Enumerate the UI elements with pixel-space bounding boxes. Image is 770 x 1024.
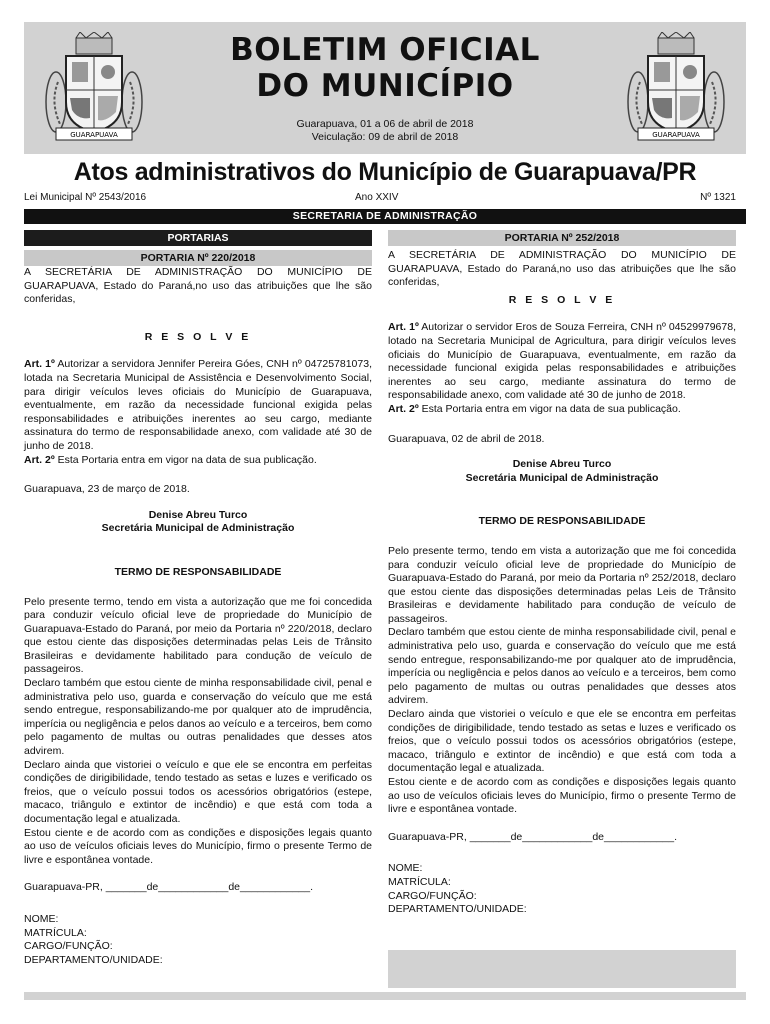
resolve-heading: R E S O L V E	[144, 330, 252, 343]
field-registration: MATRÍCULA:	[388, 875, 451, 888]
term-paragraph-3: Declaro ainda que vistoriei o veículo e que ele se encontra em perfeitas condições de dirigibilidade, tendo testado as setas e luzes e verificado os freios, que o veículo possui todos os acessórios obrigatórios (estepe, macaco, triângulo e extintor de incêndio) e que está com toda a documentação legal e atualizada.	[388, 708, 736, 775]
article-2-text: Esta Portaria entra em vigor na data de sua publicação.	[54, 453, 317, 466]
field-department: DEPARTAMENTO/UNIDADE:	[388, 903, 527, 916]
field-name: NOME:	[388, 862, 423, 875]
signer-role: Secretária Municipal de Administração	[465, 471, 659, 484]
article-2	[24, 454, 372, 468]
resolve-heading: R E S O L V E	[508, 293, 616, 306]
article-1	[388, 321, 736, 403]
signature-line: Guarapuava-PR, _______de____________de____________.	[24, 881, 314, 894]
term-paragraph-2: Declaro também que estou ciente de minha responsabilidade civil, penal e administrativa pelo uso, guarda e conservação do veículo que me está sendo entregue, responsabilizando-me por qualquer ato de imprudência, imperícia ou negligência e pelos danos ao veículo e a terceiros, bem como pelo pagamento de multas ou outras penalidades que desses atos advirem.	[388, 626, 736, 707]
law-reference: Lei Municipal Nº 2543/2016	[24, 192, 147, 203]
portaria-title: PORTARIA Nº 220/2018	[24, 250, 372, 266]
field-role: CARGO/FUNÇÃO:	[24, 940, 113, 953]
masthead-title	[174, 32, 596, 104]
masthead-title-line2: DO MUNICÍPIO	[256, 68, 514, 104]
page-title: Atos administrativos do Município de Guarapuava/PR	[73, 158, 697, 186]
field-role: CARGO/FUNÇÃO:	[388, 889, 477, 902]
right-column	[388, 230, 736, 917]
article-1-label: Art. 1º	[24, 358, 55, 371]
portaria-title: PORTARIA Nº 252/2018	[388, 230, 736, 246]
field-name: NOME:	[24, 912, 59, 925]
svg-text:GUARAPUAVA: GUARAPUAVA	[652, 131, 700, 139]
place-date: Guarapuava, 02 de abril de 2018.	[388, 432, 545, 445]
signature-line: Guarapuava-PR, _______de____________de____________.	[388, 830, 678, 843]
term-paragraph-4: Estou ciente e de acordo com as condições e disposições legais quanto ao uso de veículos oficiais leves do Município, firmo o presente Termo de livre e espontânea vontade.	[24, 826, 372, 866]
masthead-date-line: Guarapuava, 01 a 06 de abril de 2018	[296, 118, 474, 130]
article-2-text: Esta Portaria entra em vigor na data de sua publicação.	[418, 402, 681, 415]
term-title: TERMO DE RESPONSABILIDADE	[478, 515, 646, 528]
signer-role: Secretária Municipal de Administração	[101, 522, 295, 535]
term-paragraph-4: Estou ciente e de acordo com as condições e disposições legais quanto ao uso de veículos oficiais leves do Município, firmo o presente Termo de livre e espontânea vontade.	[388, 776, 736, 816]
field-registration: MATRÍCULA:	[24, 926, 87, 939]
preamble: A SECRETÁRIA DE ADMINISTRAÇÃO DO MUNICÍPIO DE GUARAPUAVA, Estado do Paraná,no uso das atribuições que lhe são conferidas,	[24, 266, 372, 306]
municipal-crest-icon	[42, 32, 146, 144]
footer-bar	[24, 992, 746, 1000]
section-title: SECRETARIA DE ADMINISTRAÇÃO	[24, 209, 746, 224]
article-2	[388, 403, 736, 417]
term-paragraph-3: Declaro ainda que vistoriei o veículo e que ele se encontra em perfeitas condições de dirigibilidade, tendo testado as setas e luzes e verificado os freios, que o veículo possui todos os acessórios obrigatórios (estepe, macaco, triângulo e extintor de incêndio) e que está com toda a documentação legal e atualizada.	[24, 758, 372, 825]
edition-number: Nº 1321	[700, 192, 736, 203]
left-column	[24, 230, 372, 967]
masthead-title-line1: BOLETIM OFICIAL	[230, 32, 540, 68]
category-heading: PORTARIAS	[24, 230, 372, 246]
field-department: DEPARTAMENTO/UNIDADE:	[24, 953, 163, 966]
blank-panel	[388, 950, 736, 988]
term-paragraph-1: Pelo presente termo, tendo em vista a autorização que me foi concedida para conduzir veículo oficial leve de propriedade do Município de Guarapuava-Estado do Paraná, por meio da Portaria nº 220/2018, declaro que estou ciente das disposições determinadas pelas Leis de Trânsito Brasileiras e devidamente habilitado para condução de veículo de passageiros.	[24, 595, 372, 676]
svg-text:GUARAPUAVA: GUARAPUAVA	[70, 131, 118, 139]
term-paragraph-1: Pelo presente termo, tendo em vista a autorização que me foi concedida para conduzir veículo oficial leve de propriedade do Município de Guarapuava-Estado do Paraná, por meio da Portaria nº 252/2018, declaro que estou ciente das disposições determinadas pelas Leis de Trânsito Brasileiras e devidamente habilitado para condução de veículo de passageiros.	[388, 544, 736, 625]
municipal-crest-icon	[624, 32, 728, 144]
article-1-text: Autorizar a servidora Jennifer Pereira Góes, CNH nº 04725781073, lotada na Secretaria Municipal de Assistência e Desenvolvimento Social, para dirigir veículos leves oficiais do Município de Guarapuava, eventualmente, em razão da necessidade funcional exigida pelas responsabilidades e atribuições inerentes ao seu cargo, mediante assinatura do termo de responsabilidade anexo, com validade até 30 de junho de 2018.	[24, 358, 372, 452]
article-1	[24, 358, 372, 453]
place-date: Guarapuava, 23 de março de 2018.	[24, 483, 190, 496]
article-1-text: Autorizar o servidor Eros de Souza Ferreira, CNH nº 04529979678, lotado na Secretaria Municipal de Agricultura, para dirigir veículos leves oficiais do Município de Guarapuava, eventualmente, em razão da necessidade funcional exigida pelas responsabilidades e atribuições inerentes ao seu cargo, mediante assinatura do termo de responsabilidade anexo, com validade até 30 de junho de 2018.	[388, 321, 736, 402]
masthead-dates	[174, 118, 596, 144]
masthead	[24, 22, 746, 154]
masthead-publication-line: Veiculação: 09 de abril de 2018	[311, 131, 459, 143]
signer-name: Denise Abreu Turco	[512, 458, 612, 471]
article-2-label: Art. 2º	[24, 453, 55, 466]
article-2-label: Art. 2º	[388, 402, 419, 415]
signer-name: Denise Abreu Turco	[148, 508, 248, 521]
edition-year: Ano XXIV	[355, 192, 399, 203]
article-1-label: Art. 1º	[388, 321, 419, 334]
term-paragraph-2: Declaro também que estou ciente de minha responsabilidade civil, penal e administrativa pelo uso, guarda e conservação do veículo que me está sendo entregue, responsabilizando-me por qualquer ato de imprudência, imperícia ou negligência e pelos danos ao veículo e a terceiros, bem como pelo pagamento de multas ou outras penalidades que desses atos advirem.	[24, 677, 372, 758]
preamble: A SECRETÁRIA DE ADMINISTRAÇÃO DO MUNICÍPIO DE GUARAPUAVA, Estado do Paraná,no uso das atribuições que lhe são conferidas,	[388, 249, 736, 289]
term-title: TERMO DE RESPONSABILIDADE	[114, 565, 282, 578]
